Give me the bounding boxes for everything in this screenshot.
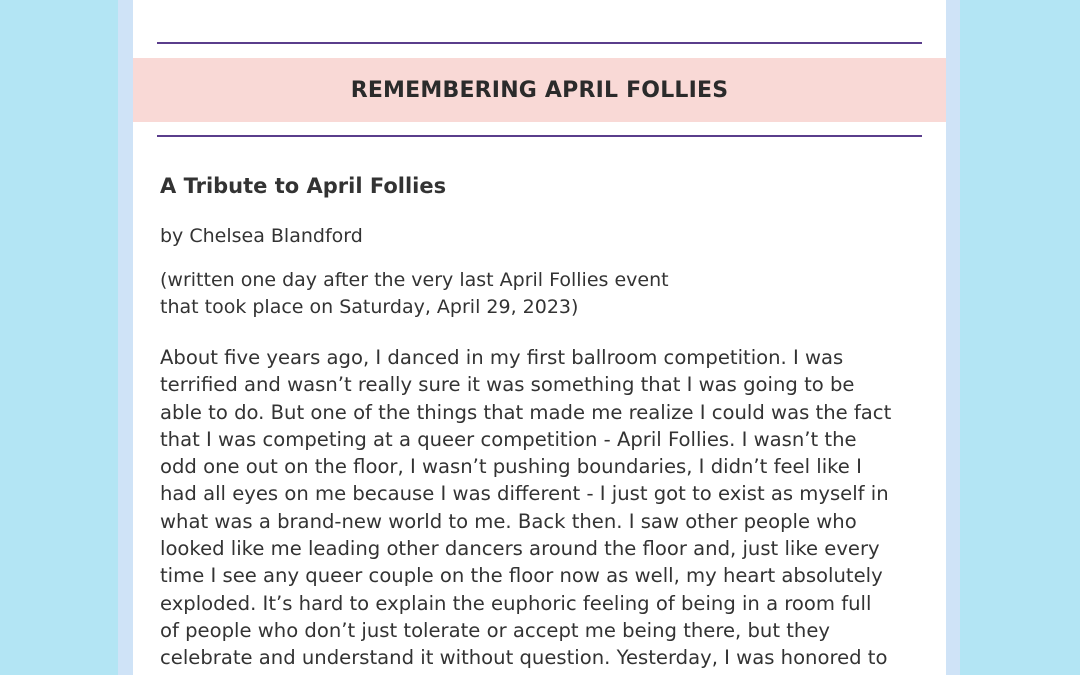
newsletter-page [133,0,946,675]
section-banner [133,58,946,122]
article [160,168,930,670]
article-body [160,344,930,672]
body-line: what was a brand-new world to me. Back then. I saw other people who [160,509,857,533]
section-title: REMEMBERING APRIL FOLLIES [350,77,729,103]
note-line: that took place on Saturday, April 29, 2023) [160,296,579,318]
article-title: A Tribute to April Follies [160,174,447,198]
body-line: celebrate and understand it without question. Yesterday, I was honored to [160,646,888,670]
body-line: that I was competing at a queer competition - April Follies. I wasn’t the [160,427,857,451]
body-line: exploded. It’s hard to explain the euphoric feeling of being in a room full [160,591,872,615]
body-line: odd one out on the floor, I wasn’t pushing boundaries, I didn’t feel like I [160,455,862,479]
divider-bottom [157,135,922,137]
article-note [160,267,669,321]
body-line: had all eyes on me because I was different - I just got to exist as myself in [160,482,889,506]
body-line: terrified and wasn’t really sure it was something that I was going to be [160,373,855,397]
body-line: looked like me leading other dancers around the floor and, just like every [160,537,880,561]
body-line: About five years ago, I danced in my first ballroom competition. I was [160,346,844,369]
body-line: time I see any queer couple on the floor now as well, my heart absolutely [160,564,883,588]
body-line: of people who don’t just tolerate or accept me being there, but they [160,618,831,642]
divider-top [157,42,922,44]
note-line: (written one day after the very last April Follies event [160,269,669,291]
article-byline: by Chelsea Blandford [160,225,363,247]
body-line: able to do. But one of the things that made me realize I could was the fact [160,400,892,424]
